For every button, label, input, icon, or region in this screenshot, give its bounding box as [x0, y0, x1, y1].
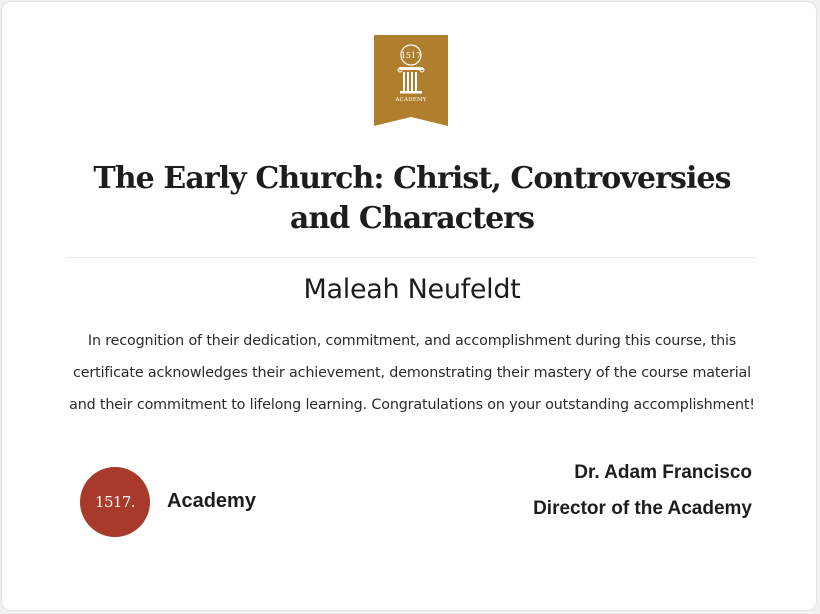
signer-title: Director of the Academy	[533, 498, 752, 519]
course-title: The Early Church: Christ, Controversies and Characters	[93, 161, 731, 236]
title-divider	[66, 257, 756, 258]
academy-banner-logo	[374, 35, 448, 126]
signer-name: Dr. Adam Francisco	[574, 462, 752, 483]
certificate-card	[1, 1, 817, 611]
banner-academy-word: ACADEMY	[395, 97, 427, 103]
recipient-name: Maleah Neufeldt	[303, 274, 521, 305]
banner-year: 1517	[400, 51, 422, 60]
pillar-icon	[374, 35, 448, 126]
certificate-body-text: In recognition of their dedication, commitment, and accomplishment during this course, this certificate acknowledges their achievement, demonstrating their mastery of the course material and their commitment to lifelong learning. Congratulations on your outstanding accomplishment!	[69, 333, 755, 413]
academy-label: Academy	[167, 490, 256, 512]
academy-seal-logo: 1517.	[80, 467, 150, 537]
